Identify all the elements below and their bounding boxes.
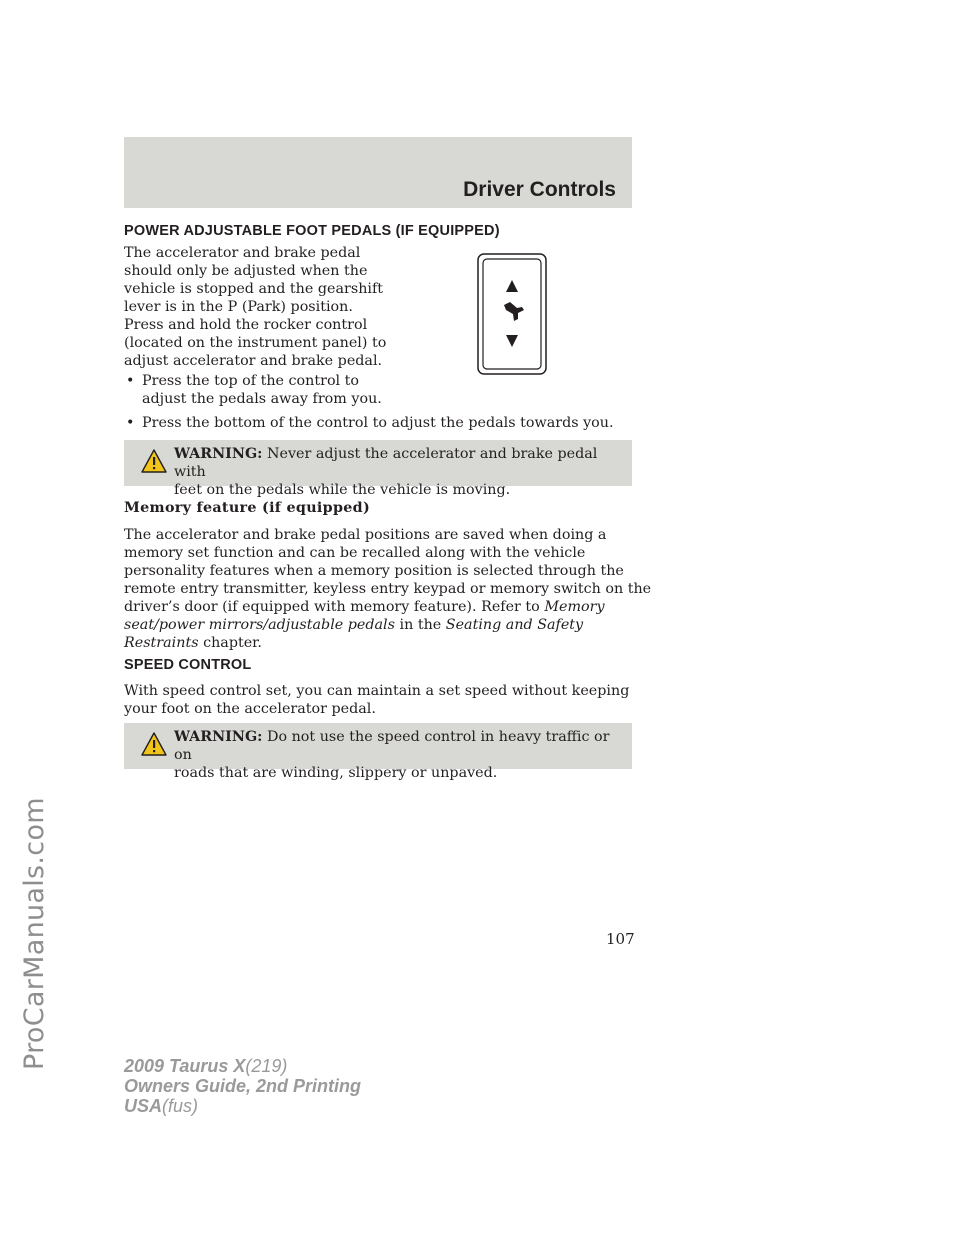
page-section-title: Driver Controls bbox=[463, 178, 616, 201]
text-line: With speed control set, you can maintain a set speed without keeping bbox=[124, 683, 630, 699]
warning-box bbox=[124, 440, 632, 498]
footer-model: 2009 Taurus X bbox=[124, 1056, 246, 1076]
footer-code: (219) bbox=[245, 1056, 288, 1076]
footer-market: USA bbox=[124, 1096, 163, 1116]
cross-reference: Memory bbox=[544, 599, 605, 615]
text-line: Restraints chapter. bbox=[124, 635, 262, 651]
text-line: Never adjust the accelerator and brake pedal with bbox=[174, 446, 598, 480]
cross-reference: Restraints bbox=[124, 635, 199, 651]
warning-text bbox=[174, 728, 619, 782]
text-line: your foot on the accelerator pedal. bbox=[124, 701, 376, 717]
text-line: should only be adjusted when the bbox=[124, 263, 368, 279]
text-line: Press and hold the rocker control bbox=[124, 317, 368, 333]
text-line: The accelerator and brake pedal bbox=[124, 245, 361, 261]
text-line: Do not use the speed control in heavy traffic or on bbox=[174, 729, 610, 763]
pedal-rocker-control-icon bbox=[477, 253, 547, 375]
bullet-dot: • bbox=[126, 373, 135, 389]
memory-heading: Memory feature (if equipped) bbox=[124, 500, 371, 516]
text-line: The accelerator and brake pedal positions are saved when doing a bbox=[124, 527, 607, 543]
page-number: 107 bbox=[606, 930, 635, 948]
bullet-dot: • bbox=[126, 415, 135, 431]
pedals-press-paragraph bbox=[124, 316, 386, 370]
warning-triangle-icon bbox=[141, 449, 167, 473]
text-line: seat/power mirrors/adjustable pedals in the Seating and Safety bbox=[124, 617, 584, 633]
header-band bbox=[124, 137, 632, 208]
cross-reference: Seating and Safety bbox=[445, 617, 584, 633]
text-line: (located on the instrument panel) to bbox=[124, 335, 387, 351]
pedals-intro-paragraph bbox=[124, 244, 383, 316]
warning-triangle-icon bbox=[141, 732, 167, 756]
text-line: driver’s door (if equipped with memory feature). Refer to Memory bbox=[124, 599, 605, 615]
text-line: lever is in the P (Park) position. bbox=[124, 299, 353, 315]
text-line: feet on the pedals while the vehicle is moving. bbox=[174, 482, 511, 498]
text-line: adjust the pedals away from you. bbox=[142, 391, 382, 407]
watermark-text: ProCarManuals.com bbox=[19, 797, 50, 1070]
warning-box bbox=[124, 723, 632, 781]
speed-control-paragraph bbox=[124, 682, 629, 718]
bullet-text: Press the bottom of the control to adjust the pedals towards you. bbox=[142, 415, 614, 431]
footer-edition: Owners Guide, 2nd Printing bbox=[124, 1076, 362, 1096]
text-line: remote entry transmitter, keyless entry keypad or memory switch on the bbox=[124, 581, 652, 597]
text-line: personality features when a memory position is selected through the bbox=[124, 563, 624, 579]
warning-label: WARNING: bbox=[174, 446, 263, 462]
text-line: roads that are winding, slippery or unpaved. bbox=[174, 765, 498, 781]
warning-text bbox=[174, 445, 619, 499]
text-line: adjust accelerator and brake pedal. bbox=[124, 353, 383, 369]
warning-label: WARNING: bbox=[174, 729, 263, 745]
text-line: vehicle is stopped and the gearshift bbox=[124, 281, 384, 297]
footer-market-code: (fus) bbox=[162, 1096, 199, 1116]
text-line: memory set function and can be recalled along with the vehicle bbox=[124, 545, 586, 561]
pedals-heading: POWER ADJUSTABLE FOOT PEDALS (IF EQUIPPED) bbox=[124, 223, 500, 239]
speed-control-heading: SPEED CONTROL bbox=[124, 657, 252, 673]
text-line: Press the top of the control to bbox=[142, 373, 360, 389]
print-footer bbox=[124, 1056, 361, 1116]
memory-paragraph bbox=[124, 526, 651, 652]
cross-reference: seat/power mirrors/adjustable pedals bbox=[124, 617, 395, 633]
